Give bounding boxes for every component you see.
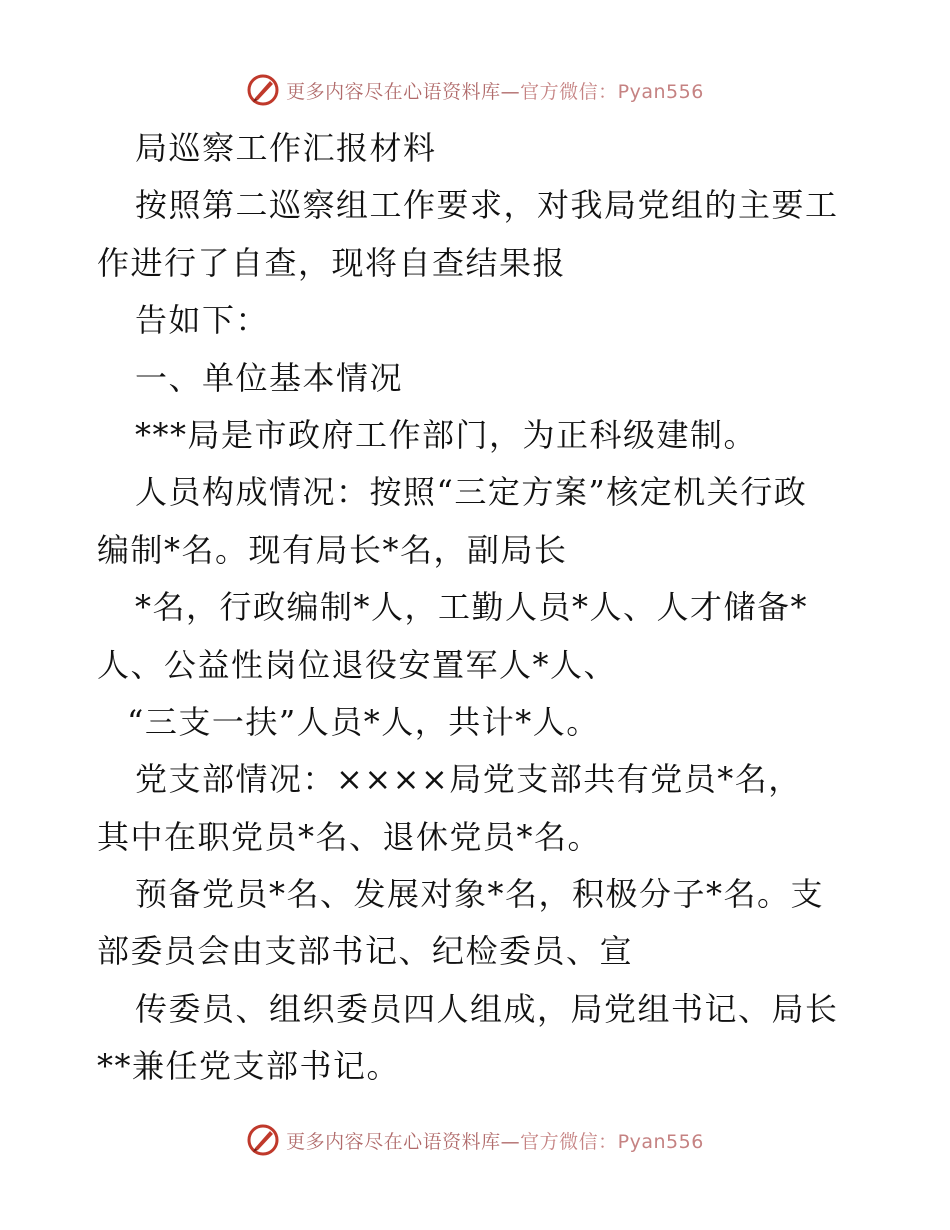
paragraph-line: 人、公益性岗位退役安置军人*人、 [97, 645, 618, 684]
footer-banner-main: 更多内容尽在心语资料库 [286, 1130, 501, 1153]
paragraph-line: 按照第二巡察组工作要求，对我局党组的主要工 [135, 186, 839, 225]
paragraph-line: 其中在职党员*名、退休党员*名。 [97, 817, 602, 856]
paragraph-line: 党支部情况：××××局党支部共有党员*名， [135, 760, 802, 799]
header-banner-separator: — [500, 80, 521, 103]
header-banner-main: 更多内容尽在心语资料库 [286, 80, 501, 103]
footer-banner-text [286, 1127, 704, 1154]
paragraph-line: 部委员会由支部书记、纪检委员、宣 [97, 932, 634, 971]
paragraph-line: 编制*名。现有局长*名，副局长 [97, 530, 568, 569]
footer-banner-separator: — [500, 1130, 521, 1153]
quill-pen-logo-icon [246, 1123, 280, 1157]
paragraph-line: 预备党员*名、发展对象*名，积极分子*名。支 [135, 875, 825, 914]
paragraph-line: *名，行政编制*人，工勤人员*人、人才储备* [135, 588, 809, 627]
paragraph-line: ***局是市政府工作部门，为正科级建制。 [135, 415, 758, 454]
paragraph-line: 传委员、组织委员四人组成，局党组书记、局长 [135, 989, 839, 1028]
section-heading: 一、单位基本情况 [135, 358, 404, 397]
header-banner-text [286, 77, 704, 104]
paragraph-line: 告如下： [135, 301, 270, 340]
document-body [97, 120, 857, 1096]
paragraph-line: 作进行了自查，现将自查结果报 [97, 243, 567, 282]
paragraph-line: **兼任党支部书记。 [97, 1047, 401, 1086]
header-banner [0, 70, 950, 110]
document-title: 局巡察工作汇报材料 [135, 129, 437, 167]
paragraph-line: 人员构成情况：按照“三定方案”核定机关行政 [135, 473, 808, 512]
quill-pen-logo-icon [246, 73, 280, 107]
footer-banner-wechat: 官方微信：Pyan556 [520, 1130, 704, 1153]
header-banner-wechat: 官方微信：Pyan556 [520, 80, 704, 103]
paragraph-line: “三支一扶”人员*人，共计*人。 [127, 702, 600, 741]
footer-banner [0, 1120, 950, 1160]
